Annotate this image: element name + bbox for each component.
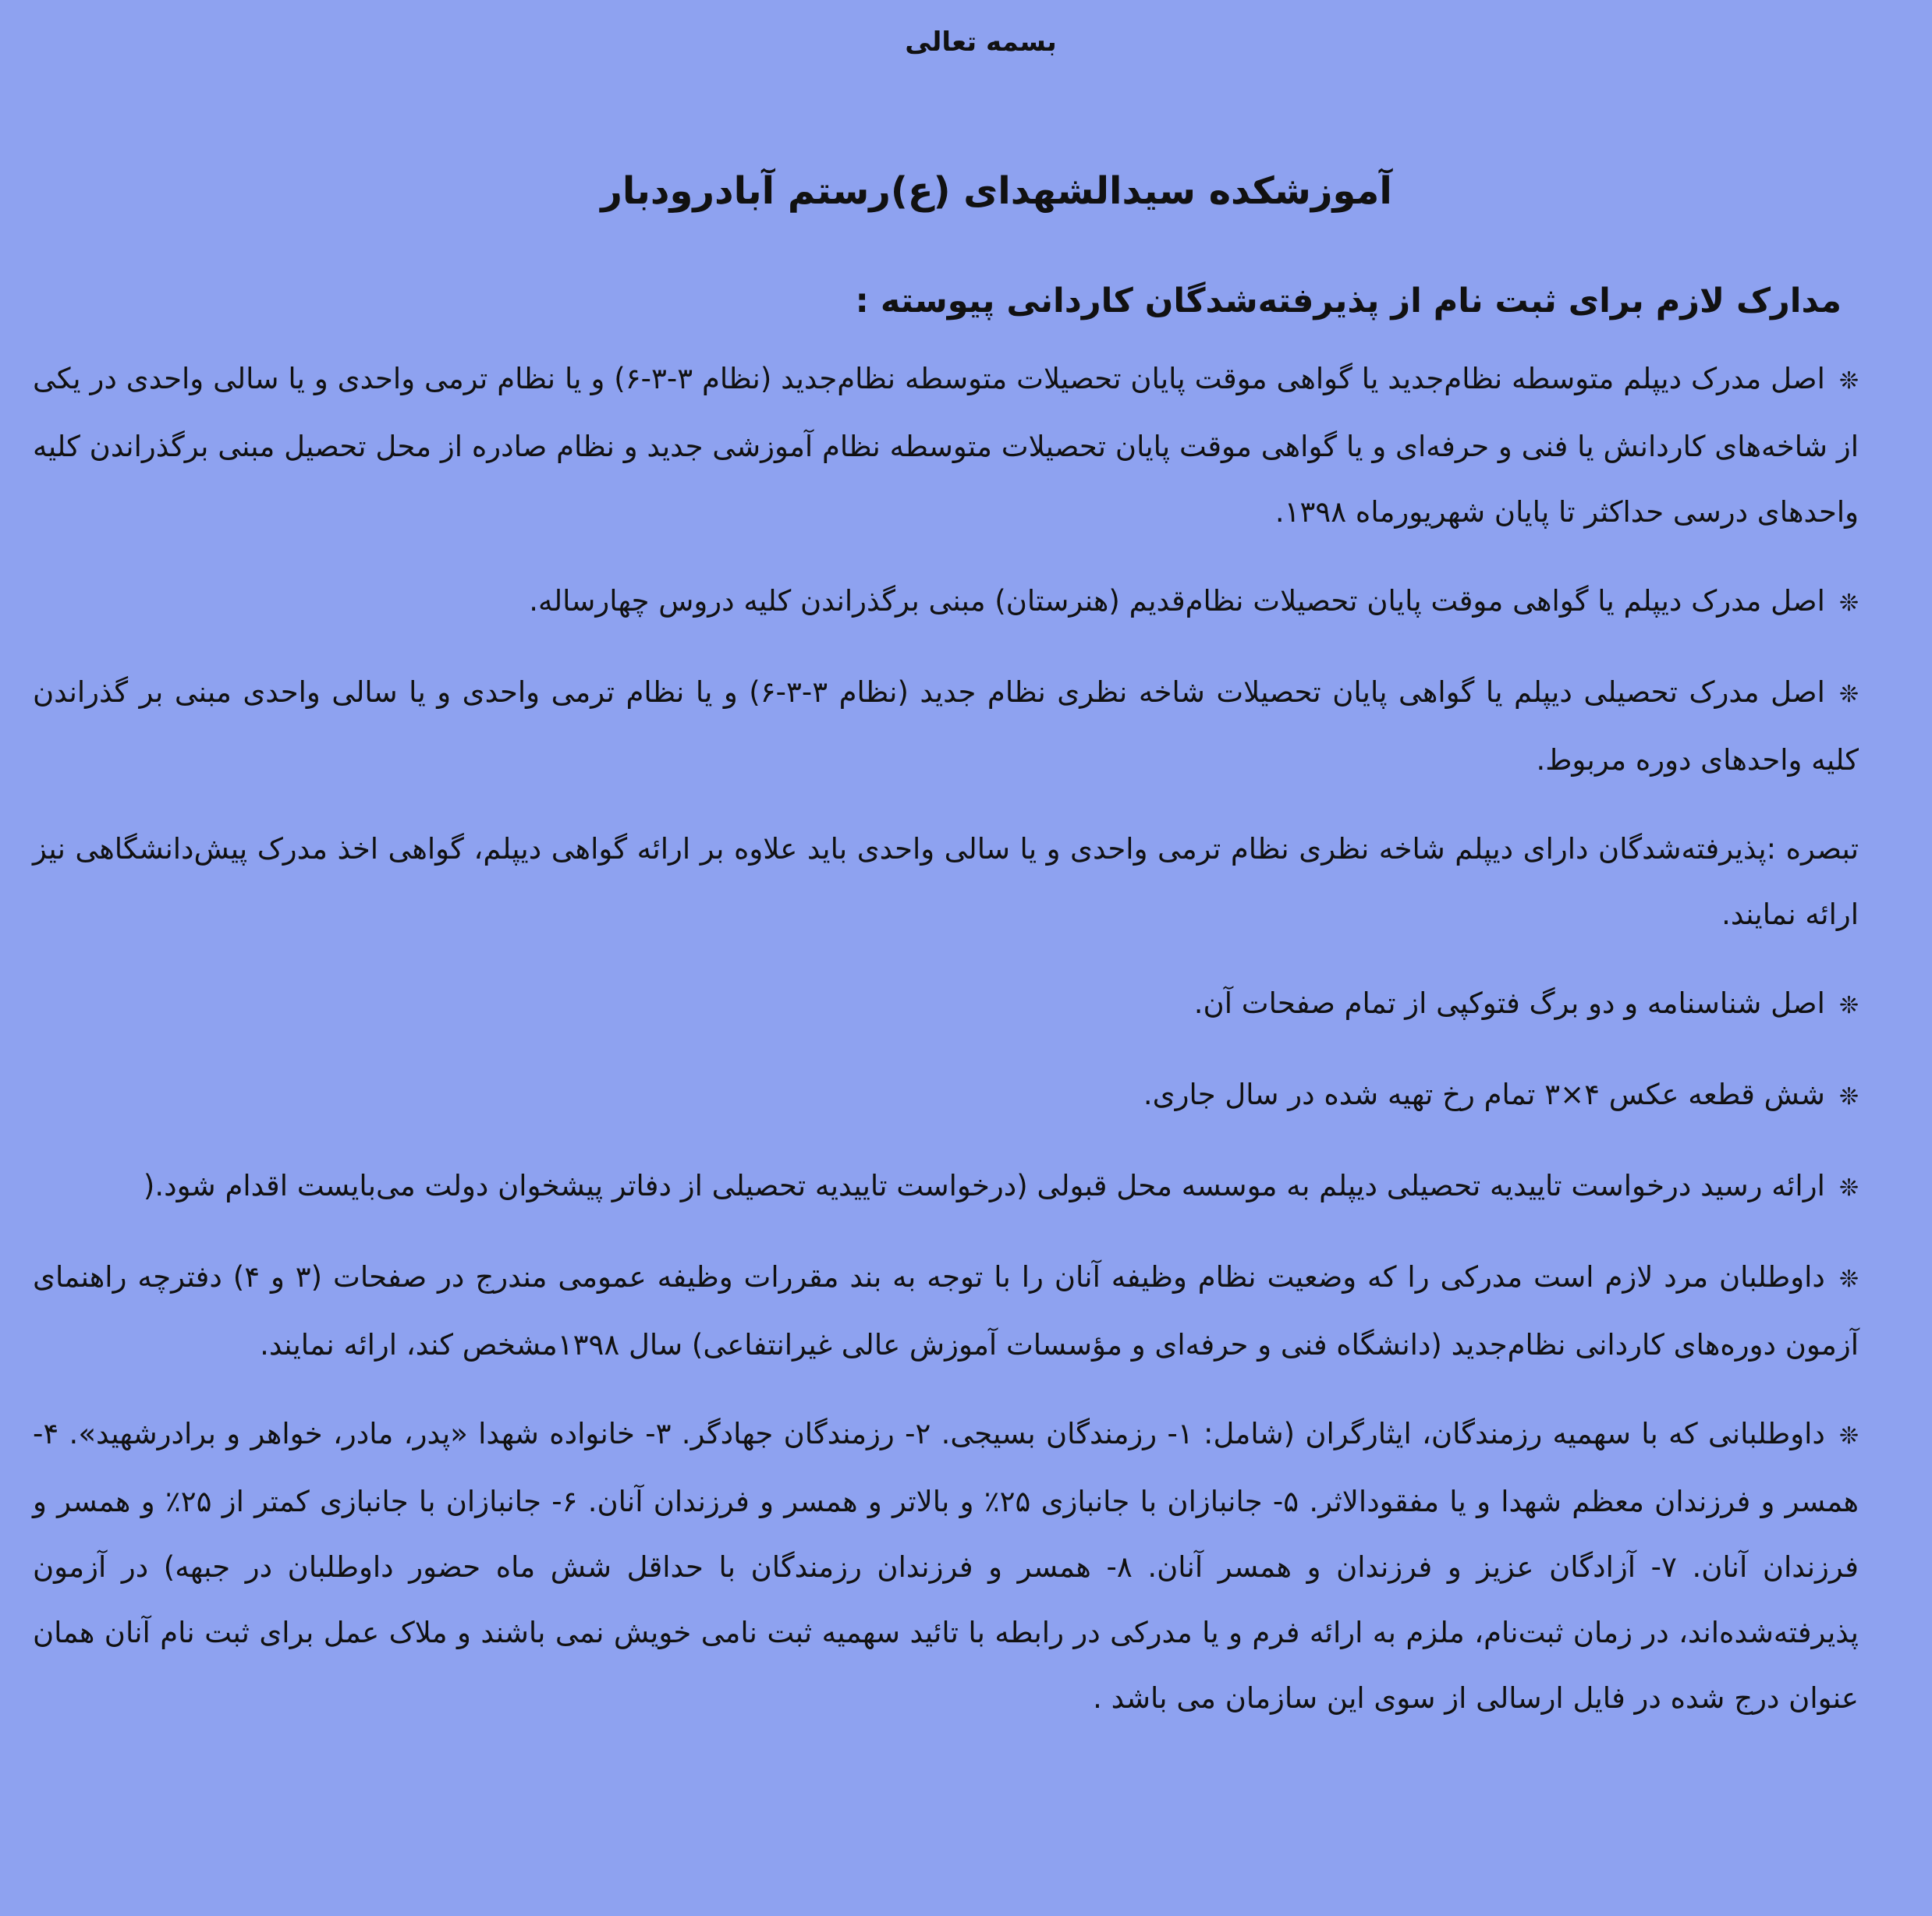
bullet-icon: ❊ bbox=[1838, 1083, 1859, 1110]
requirement-text: داوطلبانی که با سهمیه رزمندگان، ایثارگران (شامل: ۱- رزمندگان بسیجی. ۲- رزمندگان جهادگر. ۳- خانواده شهدا «پدر، مادر، خواهر و برادرشهید». ۴- همسر و فرزندان معظم شهدا و یا مفقودالاثر. ۵- جانبازان با جانبازی ۲۵٪ و بالاتر و همسر و فرزندان آنان. ۶- جانبازان با جانبازی کمتر از ۲۵٪ و همسر و فرزندان آنان. ۷- آزادگان عزیز و فرزندان و همسر آنان. ۸- همسر و فرزندان رزمندگان با حداقل شش ماه حضور داوطلبان در جبهه) در آزمون پذیرفته‌شده‌اند، در زمان ثبت‌نام، ملزم به ارائه فرم و یا مدرکی در رابطه با تائید سهمیه ثبت نامی خویش نمی باشند و ملاک عمل برای ثبت نام آنان همان عنوان درج شده در فایل ارسالی از سوی این سازمان می باشد . bbox=[33, 1417, 1859, 1715]
requirement-item-8 bbox=[33, 1401, 1859, 1731]
requirement-item-4 bbox=[33, 971, 1859, 1039]
bullet-icon: ❊ bbox=[1838, 1422, 1859, 1450]
bullet-icon: ❊ bbox=[1838, 590, 1859, 617]
bullet-icon: ❊ bbox=[1838, 1174, 1859, 1202]
requirement-text: داوطلبان مرد لازم است مدرکی را که وضعیت نظام وظیفه آنان را با توجه به بند مقررات وظیفه عمومی مندرج در صفحات (۳ و ۴) دفترچه راهنمای آزمون دوره‌های کاردانی نظام‌جدید (دانشگاه فنی و حرفه‌ای و مؤسسات آموزش عالی غیرانتفاعی) سال ۱۳۹۸مشخص کند، ارائه نمایند. bbox=[33, 1260, 1859, 1362]
note-paragraph: تبصره :پذیرفته‌شدگان دارای دیپلم شاخه نظری نظام ترمی واحدی و یا سالی واحدی باید علاوه بر ارائه گواهی دیپلم، گواهی اخذ مدرک پیش‌دانشگاهی نیز ارائه نمایند. bbox=[33, 832, 1859, 931]
bullet-icon: ❊ bbox=[1838, 681, 1859, 708]
requirement-text: شش قطعه عکس ۴×۳ تمام رخ تهیه شده در سال جاری. bbox=[1143, 1078, 1825, 1111]
section-heading: مدارک لازم برای ثبت نام از پذیرفته‌شدگان کاردانی پیوسته : bbox=[855, 282, 1842, 321]
requirement-text: اصل شناسنامه و دو برگ فتوکپی از تمام صفحات آن. bbox=[1193, 986, 1825, 1020]
requirement-item-3 bbox=[33, 660, 1859, 793]
bullet-icon: ❊ bbox=[1838, 992, 1859, 1019]
requirement-item-2 bbox=[33, 568, 1859, 636]
bullet-icon: ❊ bbox=[1838, 1266, 1859, 1293]
bullet-icon: ❊ bbox=[1838, 367, 1859, 395]
requirement-item-5 bbox=[33, 1062, 1859, 1130]
requirement-item-1 bbox=[33, 346, 1859, 545]
invocation-heading: بسمه تعالی bbox=[905, 27, 1057, 58]
requirement-text: اصل مدرک دیپلم متوسطه نظام‌جدید یا گواهی موقت پایان تحصیلات متوسطه نظام‌جدید (نظام ۳-۳-۶) و یا نظام ترمی واحدی و یا سالی واحدی در یکی از شاخه‌های کاردانش یا فنی و حرفه‌ای و یا گواهی موقت پایان تحصیلات متوسطه نظام آموزشی جدید و نظام صادره از محل تحصیل مبنی برگذراندن کلیه واحدهای درسی حداکثر تا پایان شهریورماه ۱۳۹۸. bbox=[33, 362, 1859, 529]
requirement-text: اصل مدرک تحصیلی دیپلم یا گواهی پایان تحصیلات شاخه نظری نظام جدید (نظام ۳-۳-۶) و یا نظام ترمی واحدی و یا سالی واحدی مبنی بر گذراندن کلیه واحدهای دوره مربوط. bbox=[33, 675, 1859, 777]
requirement-item-6 bbox=[33, 1153, 1859, 1221]
requirement-text: ارائه رسید درخواست تاییدیه تحصیلی دیپلم به موسسه محل قبولی (درخواست تاییدیه تحصیلی از دفاتر پیشخوان دولت می‌بایست اقدام شود.( bbox=[143, 1169, 1825, 1202]
requirement-item-7 bbox=[33, 1245, 1859, 1378]
institution-title: آموزشکده سیدالشهدای (ع)رستم آبادرودبار bbox=[601, 169, 1392, 213]
requirement-text: اصل مدرک دیپلم یا گواهی موقت پایان تحصیلات نظام‌قدیم (هنرستان) مبنی برگذراندن کلیه دروس چهارساله. bbox=[529, 584, 1825, 618]
